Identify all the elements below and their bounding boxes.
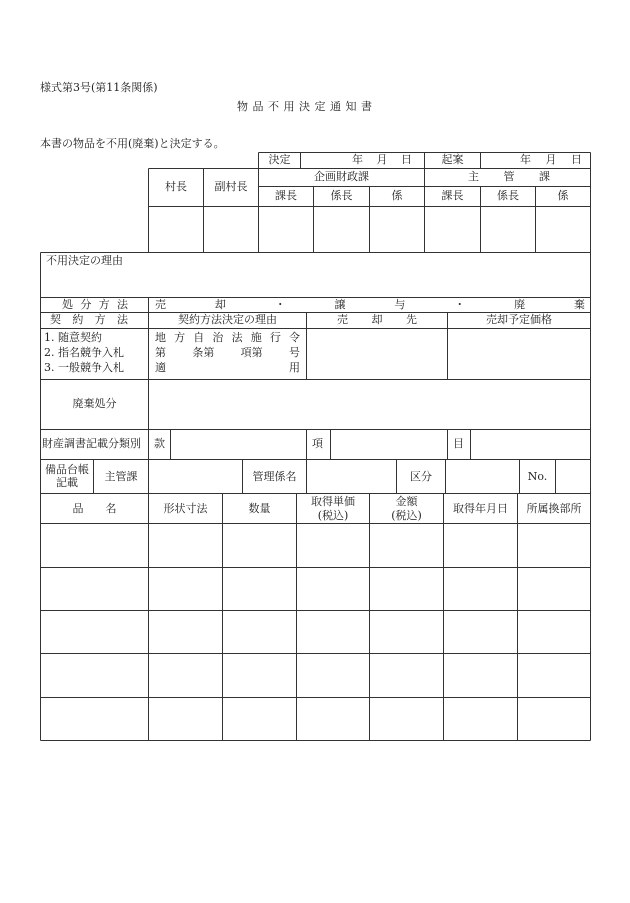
ledger-label-line-1: 備品台帳 — [45, 463, 89, 476]
contract-option-1: 1. 随意契約 — [44, 331, 102, 344]
year-label: 年 — [520, 153, 531, 166]
number-label: No. — [527, 470, 548, 483]
mayor-label: 村長 — [165, 180, 187, 193]
item-label: 項 — [312, 437, 323, 450]
table-row[interactable] — [41, 524, 590, 567]
deputy-mayor-label: 副村長 — [214, 180, 248, 193]
header-amount: 金額 — [395, 495, 418, 508]
day-label: 日 — [401, 153, 412, 166]
draft-date — [520, 154, 582, 166]
header-unit-price: 取得単価 — [311, 495, 355, 508]
department-in-charge-label: 主 管 課 — [468, 170, 550, 183]
header-unit-price-tax: (税込) — [317, 509, 349, 522]
contract-option-3: 3. 一般競争入札 — [44, 361, 124, 374]
draft-label: 起案 — [441, 153, 464, 166]
contract-option-2: 2. 指名競争入札 — [44, 346, 124, 359]
law-reference-line-3: 適 用 — [155, 361, 300, 374]
planned-price-label: 売却予定価格 — [486, 313, 552, 326]
table-row[interactable] — [41, 568, 590, 610]
decision-date — [352, 154, 412, 166]
table-row[interactable] — [41, 611, 590, 653]
sale-destination-label: 売 却 先 — [337, 313, 417, 326]
ledger-label-line-2: 記載 — [56, 476, 78, 489]
classification-label: 財産調書記載分類別 — [42, 437, 141, 450]
month-label: 月 — [376, 153, 388, 166]
law-reference-line-1: 地 方 自 治 法 施 行 令 — [155, 331, 300, 344]
table-row[interactable] — [41, 698, 590, 740]
contract-method-label: 契 約 方 法 — [50, 313, 128, 326]
form-number: 様式第3号(第11条関係) — [40, 81, 158, 94]
decision-label: 決定 — [268, 153, 291, 166]
table-row[interactable] — [41, 654, 590, 697]
month-label: 月 — [545, 153, 557, 166]
subitem-label: 目 — [453, 437, 464, 450]
contract-reason-label: 契約方法決定の理由 — [178, 313, 277, 326]
header-quantity: 数量 — [248, 502, 271, 515]
header-item-name: 品 名 — [72, 502, 117, 515]
section-chief-label: 課長 — [441, 189, 464, 202]
staff-label: 係 — [557, 189, 569, 202]
disposal-method-label: 処 分 方 法 — [62, 298, 128, 311]
dept-label: 主管課 — [104, 470, 138, 483]
section-chief-label: 課長 — [275, 189, 297, 202]
day-label: 日 — [571, 153, 582, 166]
law-reference-line-2: 第 条第 項第 号 — [155, 346, 300, 359]
manager-label: 管理係名 — [252, 470, 297, 483]
header-acquisition-date: 取得年月日 — [453, 502, 508, 515]
unit-chief-label: 係長 — [330, 189, 353, 202]
staff-label: 係 — [391, 189, 403, 202]
reason-label: 不用決定の理由 — [46, 254, 123, 267]
header-shape-size: 形状寸法 — [163, 502, 208, 515]
section-label: 款 — [154, 437, 165, 450]
document-title: 物 品 不 用 決 定 通 知 書 — [237, 100, 373, 113]
header-transfer-dept: 所属換部所 — [526, 502, 582, 515]
year-label: 年 — [352, 153, 363, 166]
unit-chief-label: 係長 — [497, 189, 519, 202]
planning-finance-label: 企画財政課 — [314, 170, 369, 183]
waste-disposal-label: 廃棄処分 — [72, 397, 117, 410]
division-label: 区分 — [410, 470, 432, 483]
decision-statement: 本書の物品を不用(廃棄)と決定する。 — [40, 137, 225, 150]
header-amount-tax: (税込) — [391, 509, 422, 522]
disposal-options: 売 却 ・ 譲 与 ・ 廃 棄 — [155, 298, 585, 311]
